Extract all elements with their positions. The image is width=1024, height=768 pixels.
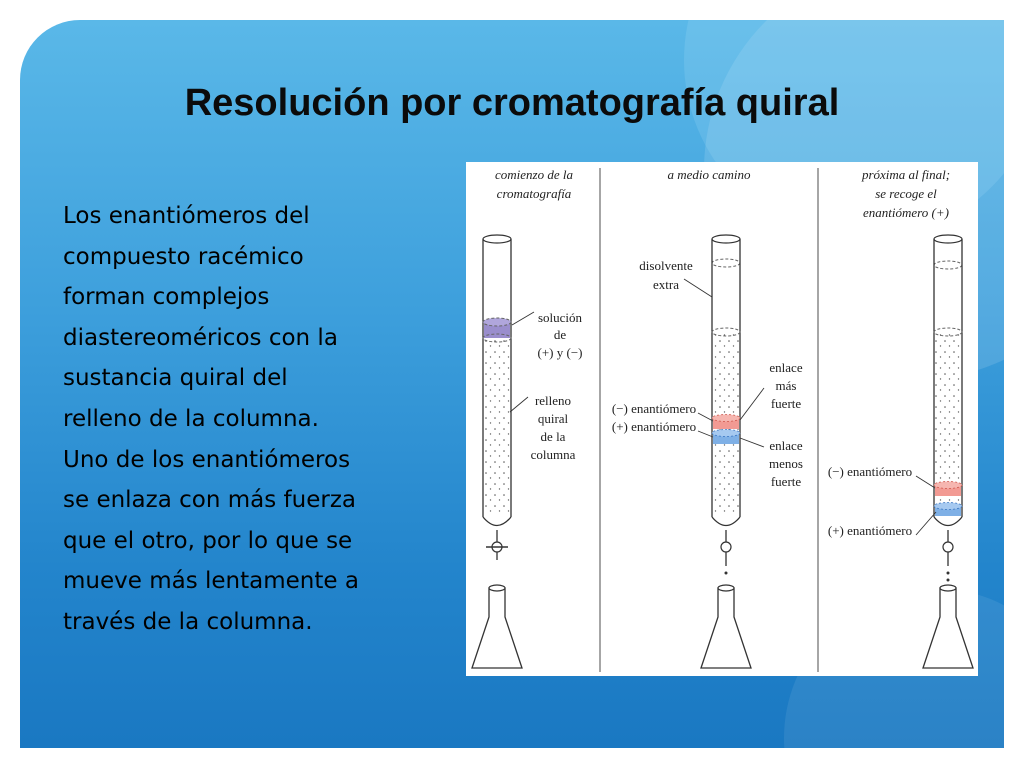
body-line: través de la columna.	[63, 608, 313, 635]
label-packing: de la	[540, 429, 566, 444]
label-weak-binding: menos	[769, 456, 803, 471]
flask	[923, 585, 973, 668]
body-line: relleno de la columna.	[63, 405, 319, 432]
column-end	[934, 235, 962, 582]
body-line: diastereoméricos con la	[63, 324, 338, 351]
label-weak-binding: fuerte	[770, 474, 802, 489]
flask	[701, 585, 751, 668]
column-start	[483, 235, 511, 560]
label-packing: columna	[530, 447, 576, 462]
panel3-header: enantiómero (+)	[863, 205, 949, 220]
label-solution: de	[553, 327, 567, 342]
label-solution: solución	[537, 310, 583, 325]
label-weak-binding: enlace	[769, 438, 803, 453]
label-strong-binding: enlace	[769, 360, 803, 375]
label-minus-enantiomer: (−) enantiómero	[827, 464, 913, 479]
panel2-header: a medio camino	[667, 167, 751, 182]
label-packing: quiral	[537, 411, 569, 426]
label-strong-binding: fuerte	[770, 396, 802, 411]
body-line: Uno de los enantiómeros	[63, 446, 351, 473]
label-solution: (+) y (−)	[537, 345, 583, 360]
panel1-header: comienzo de la	[495, 167, 573, 182]
flask	[472, 585, 522, 668]
body-text	[63, 196, 433, 643]
panel3-header: se recoge el	[875, 186, 937, 201]
label-plus-enantiomer: (+) enantiómero	[827, 523, 913, 538]
panel1-header: cromatografía	[496, 186, 572, 201]
label-minus-enantiomer: (−) enantiómero	[611, 401, 697, 416]
body-line: forman complejos	[63, 284, 270, 311]
slide-title: Resolución por cromatografía quiral	[184, 82, 840, 124]
label-solvent: extra	[653, 277, 679, 292]
body-line: compuesto racémico	[63, 243, 304, 270]
body-line: Los enantiómeros del	[63, 203, 310, 229]
panel3-header: próxima al final;	[861, 167, 951, 182]
body-line: que el otro, por lo que se	[63, 527, 353, 554]
label-solvent: disolvente	[639, 258, 693, 273]
label-packing: relleno	[534, 393, 572, 408]
label-plus-enantiomer: (+) enantiómero	[611, 419, 697, 434]
body-line: mueve más lentamente a	[63, 568, 359, 595]
label-strong-binding: más	[775, 378, 797, 393]
column-midway	[712, 235, 740, 575]
body-line: se enlaza con más fuerza	[63, 487, 356, 514]
body-line: sustancia quiral del	[63, 365, 288, 392]
chromatography-figure	[466, 162, 978, 676]
